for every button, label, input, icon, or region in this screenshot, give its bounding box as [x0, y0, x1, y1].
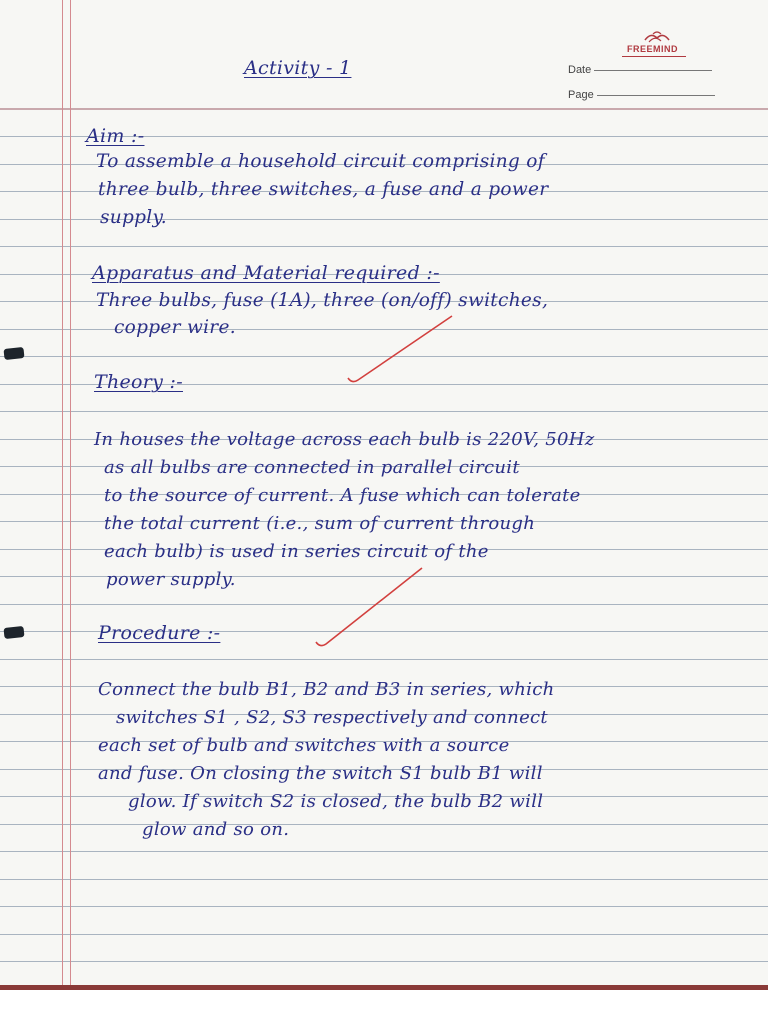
theory-line: as all bulbs are connected in parallel circuit: [104, 457, 520, 478]
brand-logo-icon: [643, 30, 671, 44]
ruled-line: [0, 659, 768, 660]
theory-heading: Theory :-: [94, 371, 183, 393]
activity-title: Activity - 1: [244, 57, 352, 79]
margin-line: [62, 0, 63, 1024]
theory-line: power supply.: [106, 569, 236, 590]
teacher-check-mark-icon: [340, 308, 460, 388]
binder-hole: [3, 626, 24, 639]
theory-line: In houses the voltage across each bulb is 220V, 50Hz: [94, 429, 595, 450]
apparatus-line: Three bulbs, fuse (1A), three (on/off) switches,: [96, 290, 549, 311]
header-rule: [0, 108, 768, 110]
background-surface: [0, 990, 768, 1024]
procedure-line: Connect the bulb B1, B2 and B3 in series, which: [98, 679, 555, 700]
procedure-line: glow. If switch S2 is closed, the bulb B2 will: [128, 791, 544, 812]
margin-line: [70, 0, 71, 1024]
ruled-line: [0, 934, 768, 935]
theory-line: to the source of current. A fuse which can tolerate: [104, 485, 581, 506]
teacher-check-mark-icon: [310, 558, 430, 650]
date-line: [594, 70, 712, 71]
procedure-line: each set of bulb and switches with a source: [98, 735, 510, 756]
date-label: Date: [568, 64, 592, 76]
ruled-line: [0, 824, 768, 825]
apparatus-heading: Apparatus and Material required :-: [92, 262, 440, 284]
apparatus-line: copper wire.: [114, 317, 236, 338]
page-label: Page: [568, 89, 594, 101]
theory-line: the total current (i.e., sum of current through: [104, 513, 536, 534]
procedure-line: glow and so on.: [142, 819, 290, 840]
aim-heading: Aim :-: [86, 125, 145, 147]
binder-hole: [3, 347, 24, 360]
ruled-line: [0, 961, 768, 962]
aim-line: supply.: [100, 207, 167, 228]
date-field: [568, 64, 712, 76]
ruled-line: [0, 906, 768, 907]
procedure-line: switches S1 , S2, S3 respectively and connect: [116, 707, 548, 728]
procedure-line: and fuse. On closing the switch S1 bulb B1 will: [98, 763, 543, 784]
procedure-heading: Procedure :-: [98, 622, 221, 644]
page-line: [597, 95, 715, 96]
ruled-line: [0, 411, 768, 412]
brand-name: FREEMIND: [627, 44, 678, 54]
theory-line: each bulb) is used in series circuit of the: [104, 541, 489, 562]
ruled-line: [0, 879, 768, 880]
page-field: [568, 89, 715, 101]
aim-line: three bulb, three switches, a fuse and a power: [98, 179, 549, 200]
brand-underline: [622, 56, 686, 57]
aim-line: To assemble a household circuit comprising of: [96, 151, 545, 172]
ruled-line: [0, 851, 768, 852]
ruled-line: [0, 246, 768, 247]
